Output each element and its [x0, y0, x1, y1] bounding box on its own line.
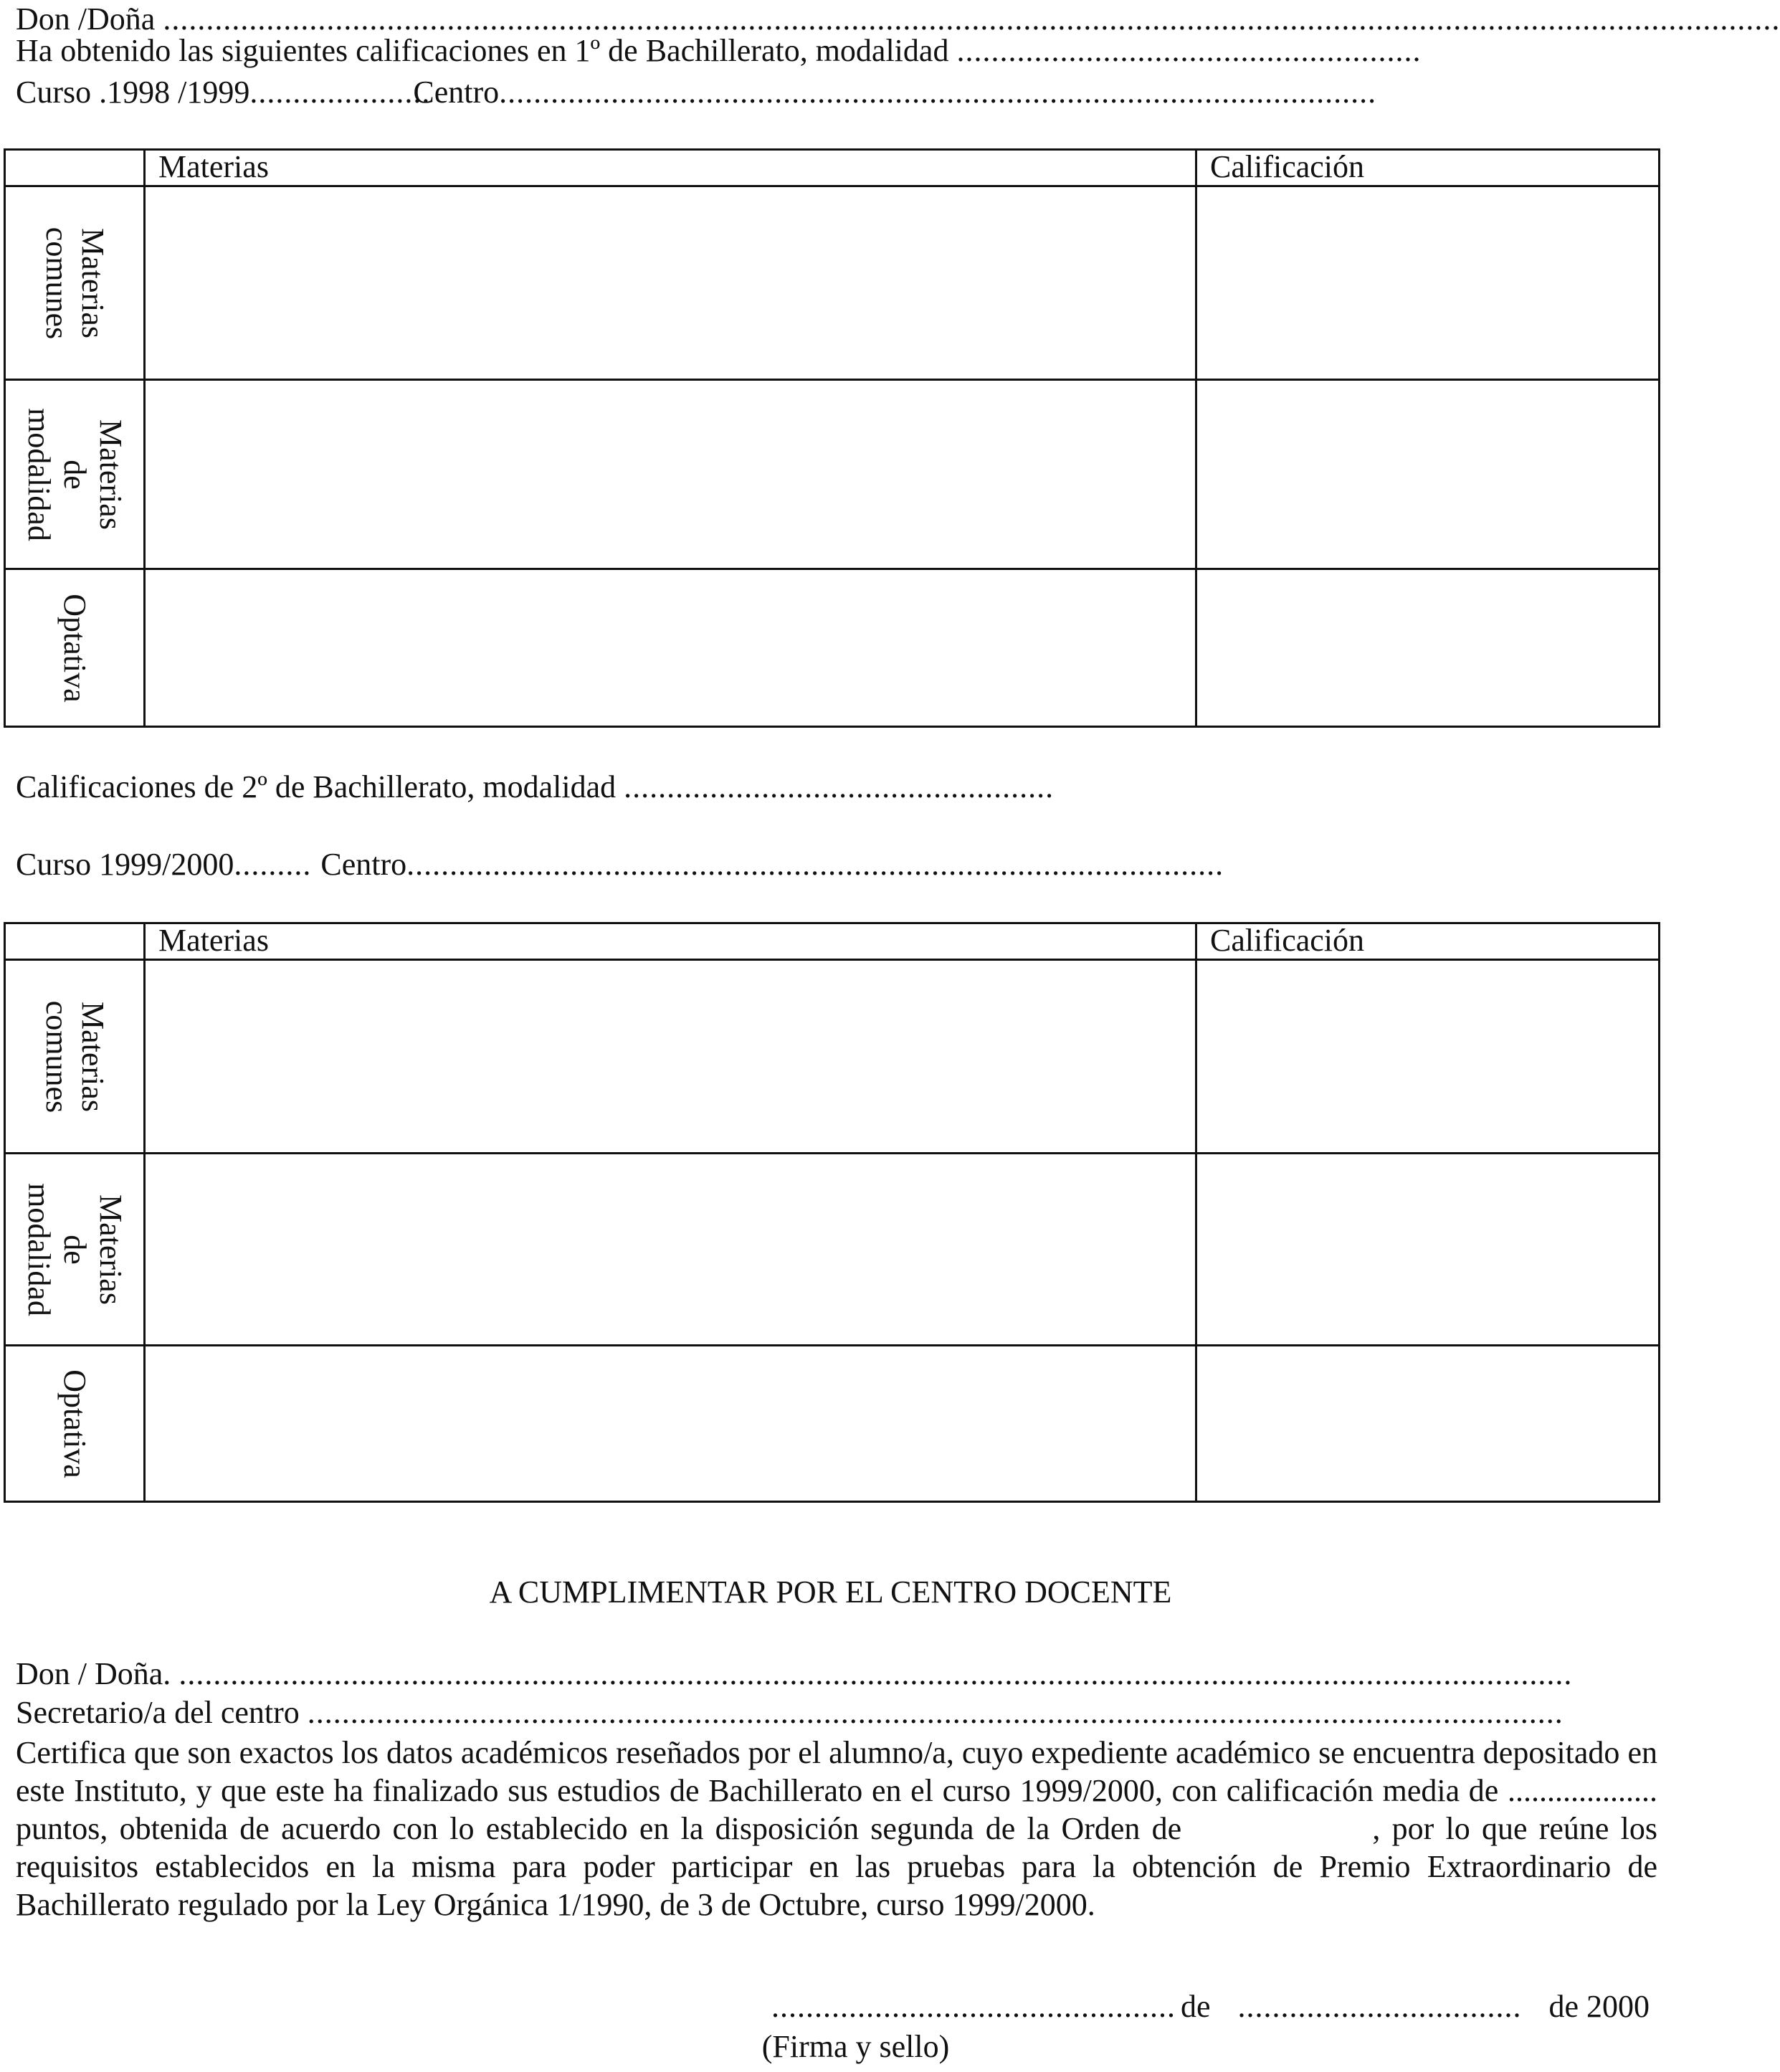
curso-1-label: Curso .1998 /1999 — [16, 75, 250, 110]
corner-cell — [5, 923, 145, 960]
de-label: de — [1180, 1989, 1211, 2024]
row-label-materias-comunes: Materias comunes — [39, 227, 110, 339]
subjects-cell[interactable] — [145, 380, 1196, 569]
row-label-cell — [5, 1154, 145, 1346]
subjects-cell[interactable] — [145, 960, 1196, 1154]
centro-1-label: Centro — [413, 75, 500, 110]
centro-don-line — [16, 1655, 1573, 1693]
subjects-cell[interactable] — [145, 569, 1196, 727]
secretario-label: Secretario/a del centro — [16, 1695, 300, 1730]
subjects-cell[interactable] — [145, 186, 1196, 380]
curso-2-field[interactable]: ......... — [234, 847, 312, 882]
certifica-text-3: , por lo que reúne los requisitos establecidos en la misma para poder participar en las pruebas para la obtención de Premio Extraordinario de Bachillerato regulado por la Ley Orgánica 1/1990, de 3 de Octubre, curso 1999/2000. — [16, 1811, 1658, 1922]
table-header-row — [5, 150, 1660, 186]
certifica-text-2: puntos, obtenida de acuerdo con lo establecido en la disposición segunda de la Orden de — [16, 1811, 1182, 1846]
modalidad-1-field[interactable]: ...................................................... — [956, 33, 1422, 68]
column-header-calificacion: Calificación — [1196, 150, 1660, 186]
obtained-grades-label: Ha obtenido las siguientes calificaciones en 1º de Bachillerato, modalidad — [16, 33, 949, 68]
calificaciones-2-label: Calificaciones de 2º de Bachillerato, modalidad — [16, 769, 617, 804]
certification-paragraph — [16, 1734, 1657, 1924]
column-header-calificacion: Calificación — [1196, 923, 1660, 960]
column-header-materias: Materias — [145, 923, 1196, 960]
table-row — [5, 1154, 1660, 1346]
centro-don-field[interactable]: .................................................................................................................................................................. — [179, 1656, 1573, 1691]
table-row — [5, 186, 1660, 380]
curso-2-line — [16, 845, 1224, 884]
column-header-materias: Materias — [145, 150, 1196, 186]
row-label-cell — [5, 960, 145, 1154]
place-field[interactable]: ............................................... — [771, 1989, 1176, 2024]
centro-2-field[interactable]: ............................................................................................... — [406, 847, 1224, 882]
grade-cell[interactable] — [1196, 186, 1660, 380]
grade-cell[interactable] — [1196, 380, 1660, 569]
row-label-optativa: Optativa — [57, 1369, 92, 1478]
grade-cell[interactable] — [1196, 1346, 1660, 1502]
certifica-text-1: Certifica que son exactos los datos académicos reseñados por el alumno/a, cuyo expediente académico se encuentra depositado en este Instituto, y que este ha finalizado sus estudios de Bachillerato en el curso 1999/2000, con calificación media de — [16, 1735, 1657, 1808]
table-row — [5, 1346, 1660, 1502]
row-label-optativa: Optativa — [57, 593, 92, 703]
centro-2-label: Centro — [320, 847, 407, 882]
row-label-cell — [5, 569, 145, 727]
obtained-grades-line — [16, 32, 1422, 70]
row-label-cell — [5, 380, 145, 569]
section-title: A CUMPLIMENTAR POR EL CENTRO DOCENTE — [489, 1574, 1172, 1610]
subjects-cell[interactable] — [145, 1154, 1196, 1346]
don-dona-label: Don /Doña — [16, 1, 156, 37]
row-label-cell — [5, 1346, 145, 1502]
row-label-cell — [5, 186, 145, 380]
table-header-row — [5, 923, 1660, 960]
centro-don-label: Don / Doña. — [16, 1656, 171, 1691]
corner-cell — [5, 150, 145, 186]
grades-table-2 — [4, 922, 1660, 1503]
year-label: de 2000 — [1548, 1989, 1650, 2024]
firma-y-sello: (Firma y sello) — [761, 2029, 950, 2064]
row-label-materias-de-modalidad: Materias de modalidad — [22, 1182, 128, 1316]
signature-date-line — [0, 1987, 1661, 2026]
table-row — [5, 960, 1660, 1154]
calificaciones-2-line — [16, 768, 1055, 807]
month-field[interactable]: ................................. — [1237, 1989, 1522, 2024]
grade-cell[interactable] — [1196, 569, 1660, 727]
secretario-field[interactable]: .................................................................................................................................................. — [307, 1695, 1564, 1730]
grades-table-1 — [4, 148, 1660, 728]
calificacion-media-field[interactable]: ................... — [1508, 1773, 1657, 1808]
grade-cell[interactable] — [1196, 960, 1660, 1154]
grade-cell[interactable] — [1196, 1154, 1660, 1346]
row-label-materias-de-modalidad: Materias de modalidad — [22, 407, 128, 541]
centro-1-field[interactable]: ...................................................................................................... — [499, 75, 1377, 110]
table-row — [5, 380, 1660, 569]
subjects-cell[interactable] — [145, 1346, 1196, 1502]
table-row — [5, 569, 1660, 727]
modalidad-2-field[interactable]: .................................................. — [624, 769, 1055, 804]
don-dona-field[interactable]: ............................................................................................................................................................................................ — [163, 1, 1780, 37]
row-label-materias-comunes: Materias comunes — [39, 1000, 110, 1113]
secretario-line — [16, 1693, 1564, 1732]
curso-1-line — [16, 73, 1377, 112]
curso-2-label: Curso 1999/2000 — [16, 847, 234, 882]
curso-1-field[interactable]: ..................... — [249, 75, 431, 110]
